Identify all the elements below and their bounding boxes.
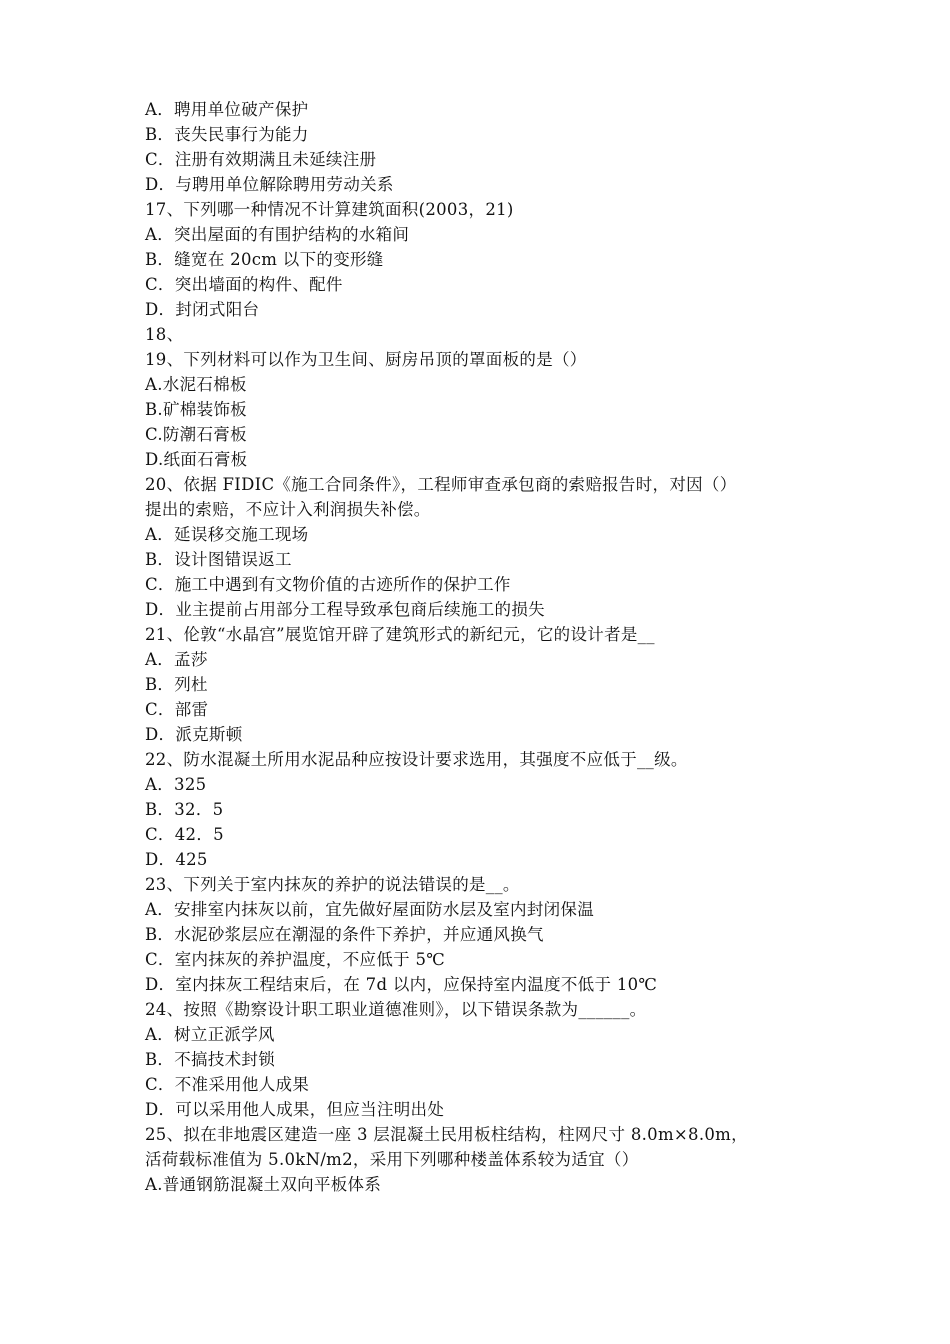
text-line: D．室内抹灰工程结束后，在 7d 以内，应保持室内温度不低于 10℃ — [145, 975, 658, 994]
text-line: D．425 — [145, 850, 208, 869]
text-line: D．可以采用他人成果，但应当注明出处 — [145, 1100, 445, 1119]
question-line: 17、下列哪一种情况不计算建筑面积(2003，21) — [145, 200, 514, 219]
text-line: A.普通钢筋混凝土双向平板体系 — [145, 1175, 382, 1194]
text-line: C.防潮石膏板 — [145, 425, 247, 444]
text-line: C．室内抹灰的养护温度，不应低于 5℃ — [145, 950, 446, 969]
text-line: B．缝宽在 20cm 以下的变形缝 — [145, 250, 384, 269]
text-line: A．325 — [145, 775, 207, 794]
text-line: A．突出屋面的有围护结构的水箱间 — [145, 225, 410, 244]
text-line: B．列杜 — [145, 675, 208, 694]
text-line: B．32．5 — [145, 800, 224, 819]
text-line: D．与聘用单位解除聘用劳动关系 — [145, 175, 394, 194]
text-line: D．业主提前占用部分工程导致承包商后续施工的损失 — [145, 600, 545, 619]
question-line: 22、防水混凝土所用水泥品种应按设计要求选用，其强度不应低于__级。 — [145, 750, 688, 769]
text-line: C．施工中遇到有文物价值的古迹所作的保护工作 — [145, 575, 511, 594]
text-line: A．延误移交施工现场 — [145, 525, 309, 544]
text-line: B.矿棉装饰板 — [145, 400, 247, 419]
text-line: A．聘用单位破产保护 — [145, 100, 309, 119]
question-line: 18、 — [145, 325, 184, 344]
text-line: B．设计图错误返工 — [145, 550, 292, 569]
question-line: 24、按照《勘察设计职工职业道德准则》，以下错误条款为______。 — [145, 1000, 647, 1019]
text-line: D．封闭式阳台 — [145, 300, 260, 319]
question-line: 21、伦敦“水晶宫”展览馆开辟了建筑形式的新纪元，它的设计者是__ — [145, 625, 655, 644]
text-line: 提出的索赔，不应计入利润损失补偿。 — [145, 500, 431, 519]
text-line: C．注册有效期满且未延续注册 — [145, 150, 377, 169]
text-line: D.纸面石膏板 — [145, 450, 248, 469]
text-line: C．部雷 — [145, 700, 209, 719]
text-line: A．树立正派学风 — [145, 1025, 275, 1044]
text-line: 活荷载标准值为 5.0kN/m2，采用下列哪种楼盖体系较为适宜（） — [145, 1150, 639, 1169]
text-line: B．丧失民事行为能力 — [145, 125, 309, 144]
text-line: A．孟莎 — [145, 650, 208, 669]
question-line: 20、依据 FIDIC《施工合同条件》，工程师审查承包商的索赔报告时，对因（） — [145, 475, 737, 494]
text-line: C．42．5 — [145, 825, 224, 844]
text-line: C．不准采用他人成果 — [145, 1075, 310, 1094]
text-line: B．不搞技术封锁 — [145, 1050, 276, 1069]
question-line: 19、下列材料可以作为卫生间、厨房吊顶的罩面板的是（） — [145, 350, 587, 369]
text-line: D．派克斯顿 — [145, 725, 243, 744]
text-line: C．突出墙面的构件、配件 — [145, 275, 343, 294]
text-line: B．水泥砂浆层应在潮湿的条件下养护，并应通风换气 — [145, 925, 544, 944]
question-line: 25、拟在非地震区建造一座 3 层混凝土民用板柱结构，柱网尺寸 8.0m×8.0m， — [145, 1125, 748, 1144]
text-line: A．安排室内抹灰以前，宜先做好屋面防水层及室内封闭保温 — [145, 900, 595, 919]
text-line: A.水泥石棉板 — [145, 375, 247, 394]
question-line: 23、下列关于室内抹灰的养护的说法错误的是__。 — [145, 875, 520, 894]
document-page — [145, 97, 815, 1197]
